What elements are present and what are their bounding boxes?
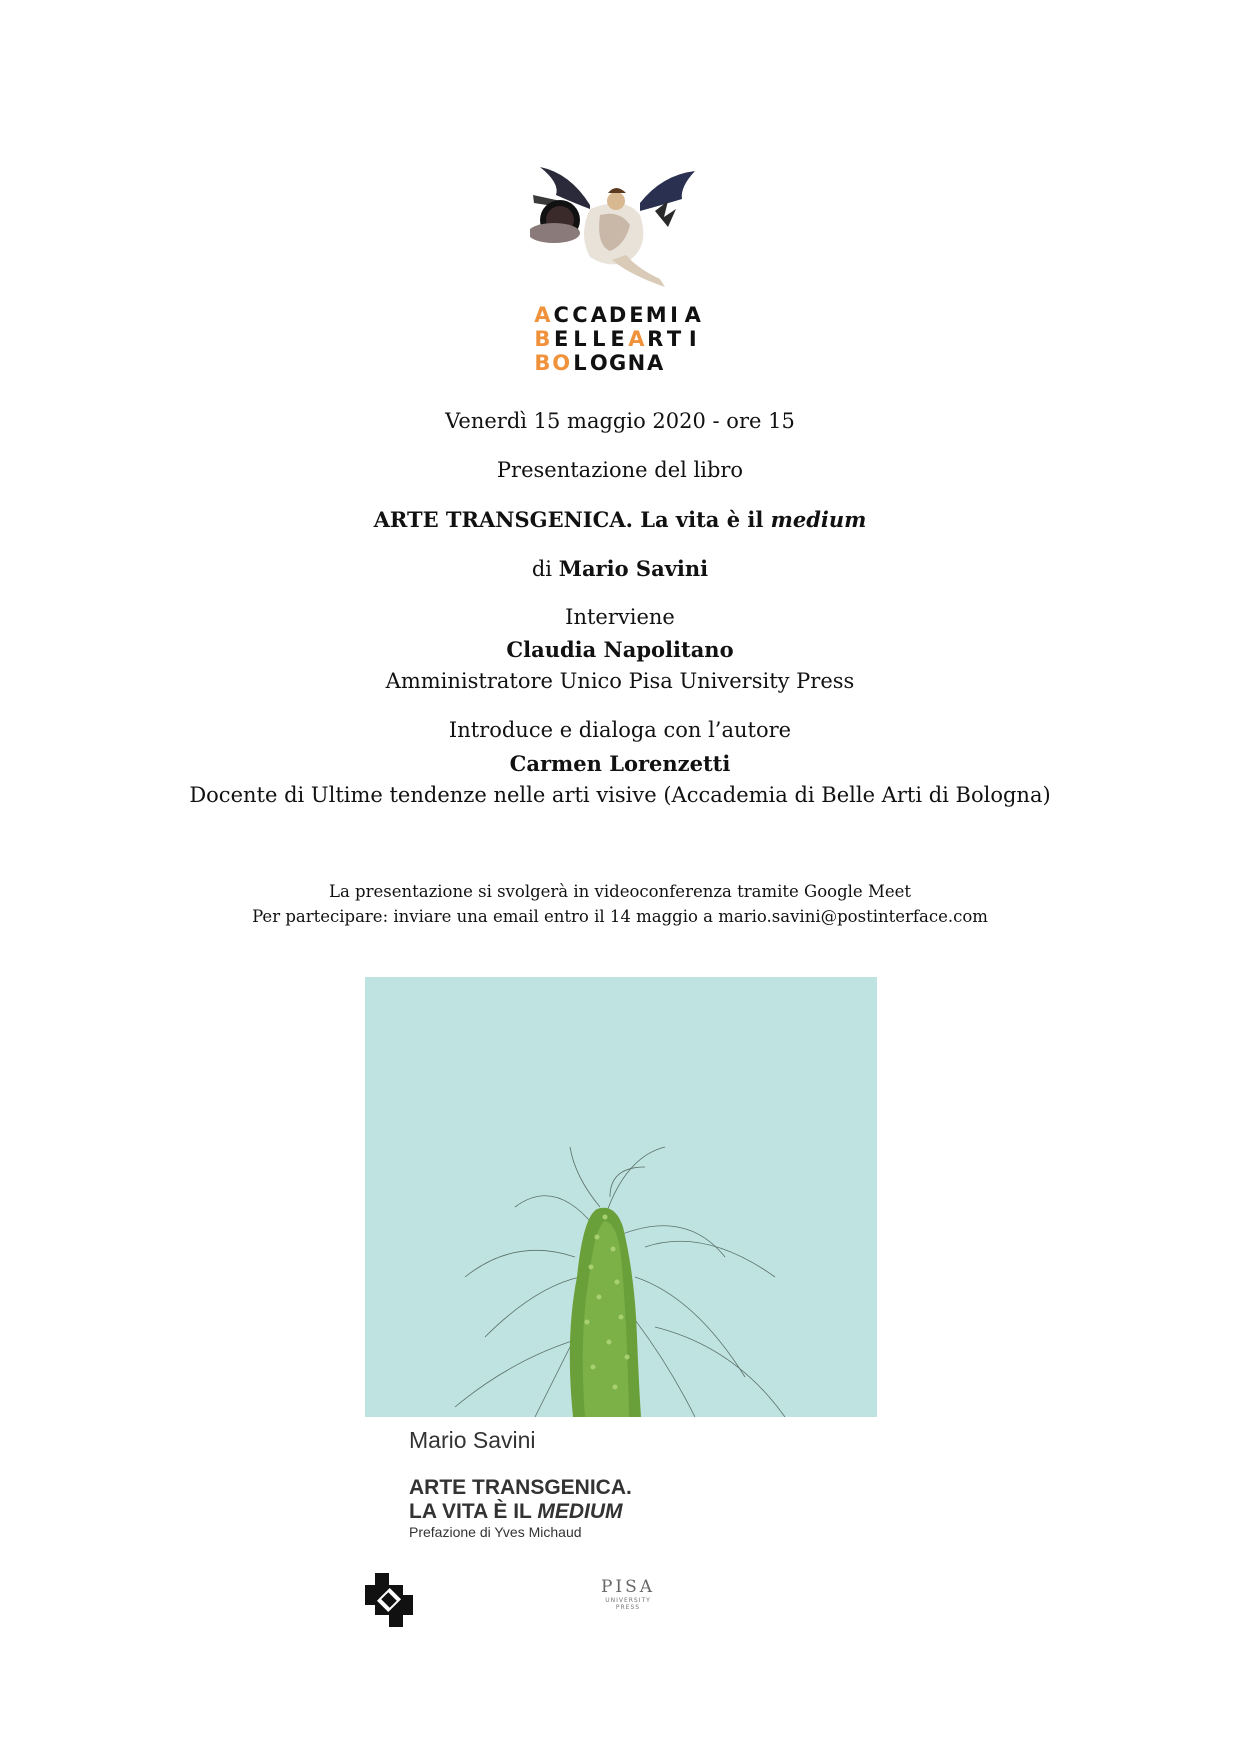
book-title [0,507,1240,532]
logo-letter: C [553,303,569,327]
logo-letter: L [573,327,587,351]
logo-letter: I [670,303,678,327]
speaker2-name: Carmen Lorenzetti [509,751,731,776]
winged-angel-emblem-icon [530,165,700,290]
logo-letter: C [572,303,588,327]
cover-title [409,1476,632,1524]
pisa-university-press-logo [590,1577,666,1611]
accademia-logo-wordmark [533,303,702,375]
author-name: Mario Savini [558,556,709,581]
logo-letter: G [608,351,627,375]
event-date: Venerdì 15 maggio 2020 - ore 15 [445,409,795,433]
logo-letter: L [573,351,587,375]
logo-row [533,327,702,351]
logo-letter: E [554,327,569,351]
logo-letter: L [592,327,606,351]
postinterface-logo-icon [363,1571,415,1629]
logo-letter: E [629,303,644,327]
logo-letter: O [552,351,571,375]
logo-letter: B [534,327,551,351]
logo-letter: O [589,351,608,375]
event-intro: Presentazione del libro [496,458,744,482]
logo-letter: D [608,303,627,327]
speaker2-title: Docente di Ultime tendenze nelle arti visive (Accademia di Belle Arti di Bologna) [189,783,1051,807]
speaker2-role: Introduce e dialoga con l’autore [448,718,792,742]
logo-letter: A [647,351,664,375]
logo-letter: M [645,303,667,327]
pisa-logo-sub1: UNIVERSITY [605,1597,651,1604]
logo-letter: N [627,351,646,375]
book-title-main: ARTE TRANSGENICA. La vita è il [373,507,771,532]
book-author [0,556,1240,581]
cover-preface: Prefazione di Yves Michaud [409,1524,582,1540]
logo-row [533,351,702,375]
logo-letter: I [688,327,697,351]
logo-letter: A [684,303,701,327]
pisa-logo-text: PISA [600,1577,656,1597]
logo-row [533,303,702,327]
logo-letter: R [647,327,664,351]
speaker1-name: Claudia Napolitano [506,637,734,662]
info-line-2: Per partecipare: inviare una email entro il 14 maggio a mario.savini@postinterface.com [252,907,988,926]
logo-letter: T [666,327,682,351]
book-title-italic: medium [770,507,867,532]
cover-author: Mario Savini [409,1427,536,1453]
cactus-photo-illustration [365,977,877,1417]
logo-letter: A [628,327,645,351]
speaker1-role: Interviene [565,605,675,629]
logo-letter: A [534,303,551,327]
logo-letter: B [534,351,551,375]
logo-letter: A [590,303,607,327]
speaker1-title: Amministratore Unico Pisa University Press [385,669,855,693]
cover-title-line2 [409,1500,632,1524]
pisa-logo-sub2: PRESS [615,1604,641,1611]
info-line-1: La presentazione si svolgerà in videoconferenza tramite Google Meet [328,882,911,901]
cover-title-line2-regular: LA VITA È IL [409,1500,538,1523]
cover-title-line1: ARTE TRANSGENICA. [409,1476,632,1499]
book-cover-photo [365,977,877,1417]
author-prefix: di [531,557,559,581]
logo-letter: E [610,327,625,351]
cover-title-line2-italic: MEDIUM [537,1500,623,1523]
